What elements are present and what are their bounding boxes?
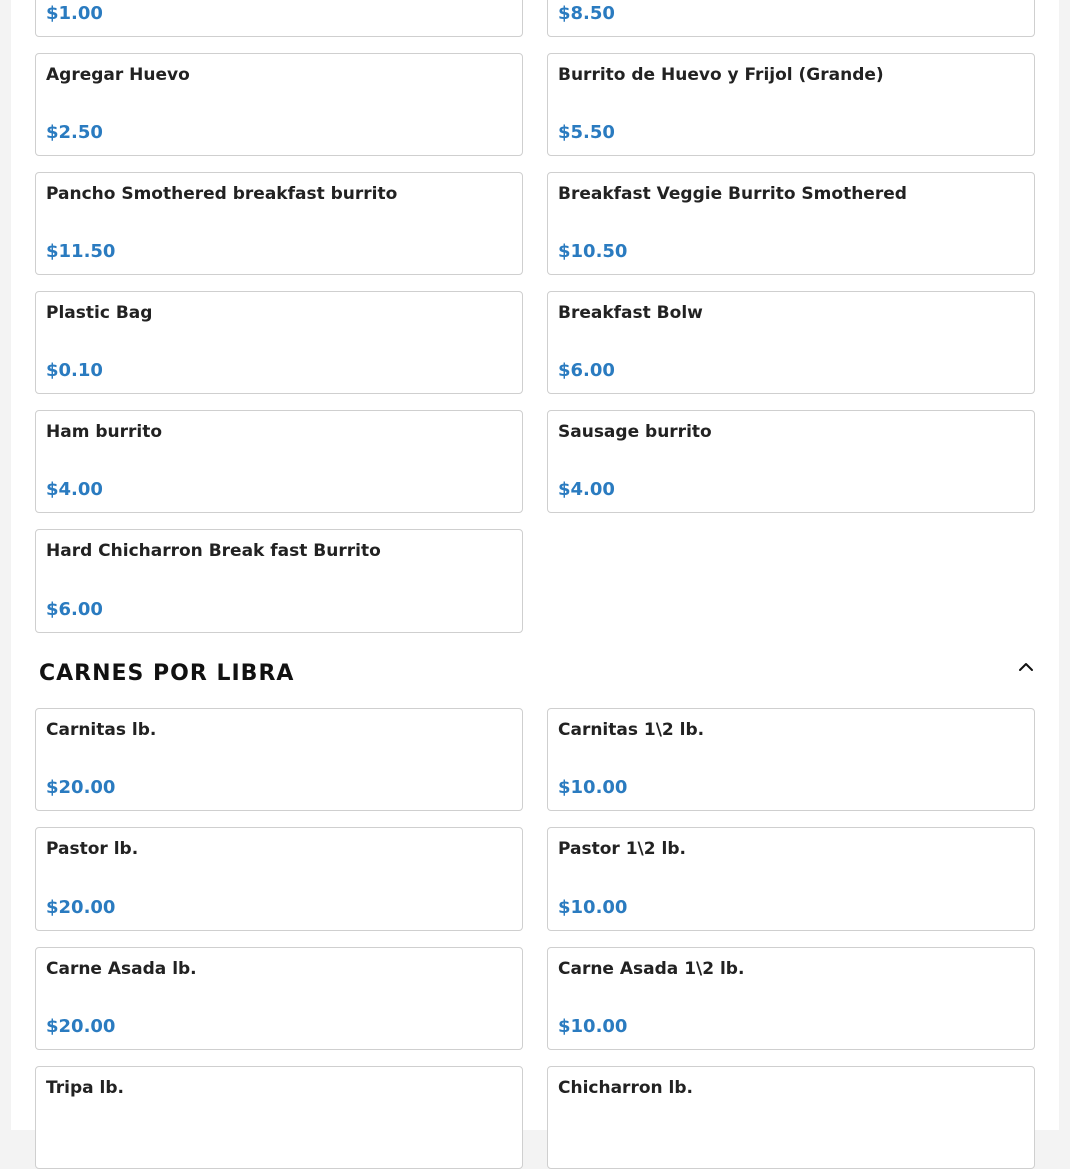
item-price: $10.50 xyxy=(558,241,628,262)
item-name: Carnitas lb. xyxy=(46,720,157,740)
item-price: $4.00 xyxy=(558,479,615,500)
item-name: Chicharron lb. xyxy=(558,1078,693,1098)
item-name: Plastic Bag xyxy=(46,303,153,323)
menu-item-card[interactable] xyxy=(35,291,523,394)
item-price: $4.00 xyxy=(46,479,103,500)
item-name: Breakfast Bolw xyxy=(558,303,703,323)
section-title: CARNES POR LIBRA xyxy=(39,661,295,686)
menu-item-card[interactable] xyxy=(547,410,1035,513)
item-name: Carne Asada 1\2 lb. xyxy=(558,959,745,979)
menu-page xyxy=(11,0,1059,1130)
item-price: $1.00 xyxy=(46,3,103,24)
item-name: Ham burrito xyxy=(46,422,163,442)
item-price: $2.50 xyxy=(46,122,103,143)
item-price: $6.00 xyxy=(46,599,103,620)
item-price: $10.00 xyxy=(558,777,628,798)
menu-item-card[interactable] xyxy=(547,291,1035,394)
item-price: $20.00 xyxy=(46,777,116,798)
item-name: Carne Asada lb. xyxy=(46,959,197,979)
menu-item-card[interactable] xyxy=(35,0,523,37)
item-price: $6.00 xyxy=(558,360,615,381)
menu-item-card[interactable] xyxy=(547,827,1035,931)
menu-item-card[interactable] xyxy=(547,172,1035,275)
item-name: Sausage burrito xyxy=(558,422,712,442)
menu-item-card[interactable] xyxy=(35,827,523,931)
item-name: Breakfast Veggie Burrito Smothered xyxy=(558,184,907,204)
menu-item-card[interactable] xyxy=(35,708,523,811)
menu-item-card[interactable] xyxy=(547,53,1035,156)
item-name: Agregar Huevo xyxy=(46,65,190,85)
menu-item-card[interactable] xyxy=(35,529,523,633)
item-price: $8.50 xyxy=(558,3,615,24)
item-name: Pastor lb. xyxy=(46,839,139,859)
item-name: Carnitas 1\2 lb. xyxy=(558,720,705,740)
item-name: Burrito de Huevo y Frijol (Grande) xyxy=(558,65,884,85)
item-name: Pastor 1\2 lb. xyxy=(558,839,686,859)
chevron-up-icon[interactable] xyxy=(1017,658,1035,676)
item-name: Hard Chicharron Break fast Burrito xyxy=(46,541,381,561)
item-price: $11.50 xyxy=(46,241,116,262)
menu-item-card[interactable] xyxy=(547,1066,1035,1169)
menu-item-card[interactable] xyxy=(35,947,523,1050)
item-price: $20.00 xyxy=(46,1016,116,1037)
menu-item-card[interactable] xyxy=(35,410,523,513)
item-price: $10.00 xyxy=(558,1016,628,1037)
item-price: $20.00 xyxy=(46,897,116,918)
menu-item-card[interactable] xyxy=(35,172,523,275)
menu-item-card[interactable] xyxy=(547,708,1035,811)
item-name: Tripa lb. xyxy=(46,1078,124,1098)
menu-item-card[interactable] xyxy=(547,0,1035,37)
item-name: Pancho Smothered breakfast burrito xyxy=(46,184,398,204)
item-price: $10.00 xyxy=(558,897,628,918)
menu-item-card[interactable] xyxy=(35,53,523,156)
menu-item-card[interactable] xyxy=(547,947,1035,1050)
item-price: $5.50 xyxy=(558,122,615,143)
item-price: $0.10 xyxy=(46,360,103,381)
menu-item-card[interactable] xyxy=(35,1066,523,1169)
